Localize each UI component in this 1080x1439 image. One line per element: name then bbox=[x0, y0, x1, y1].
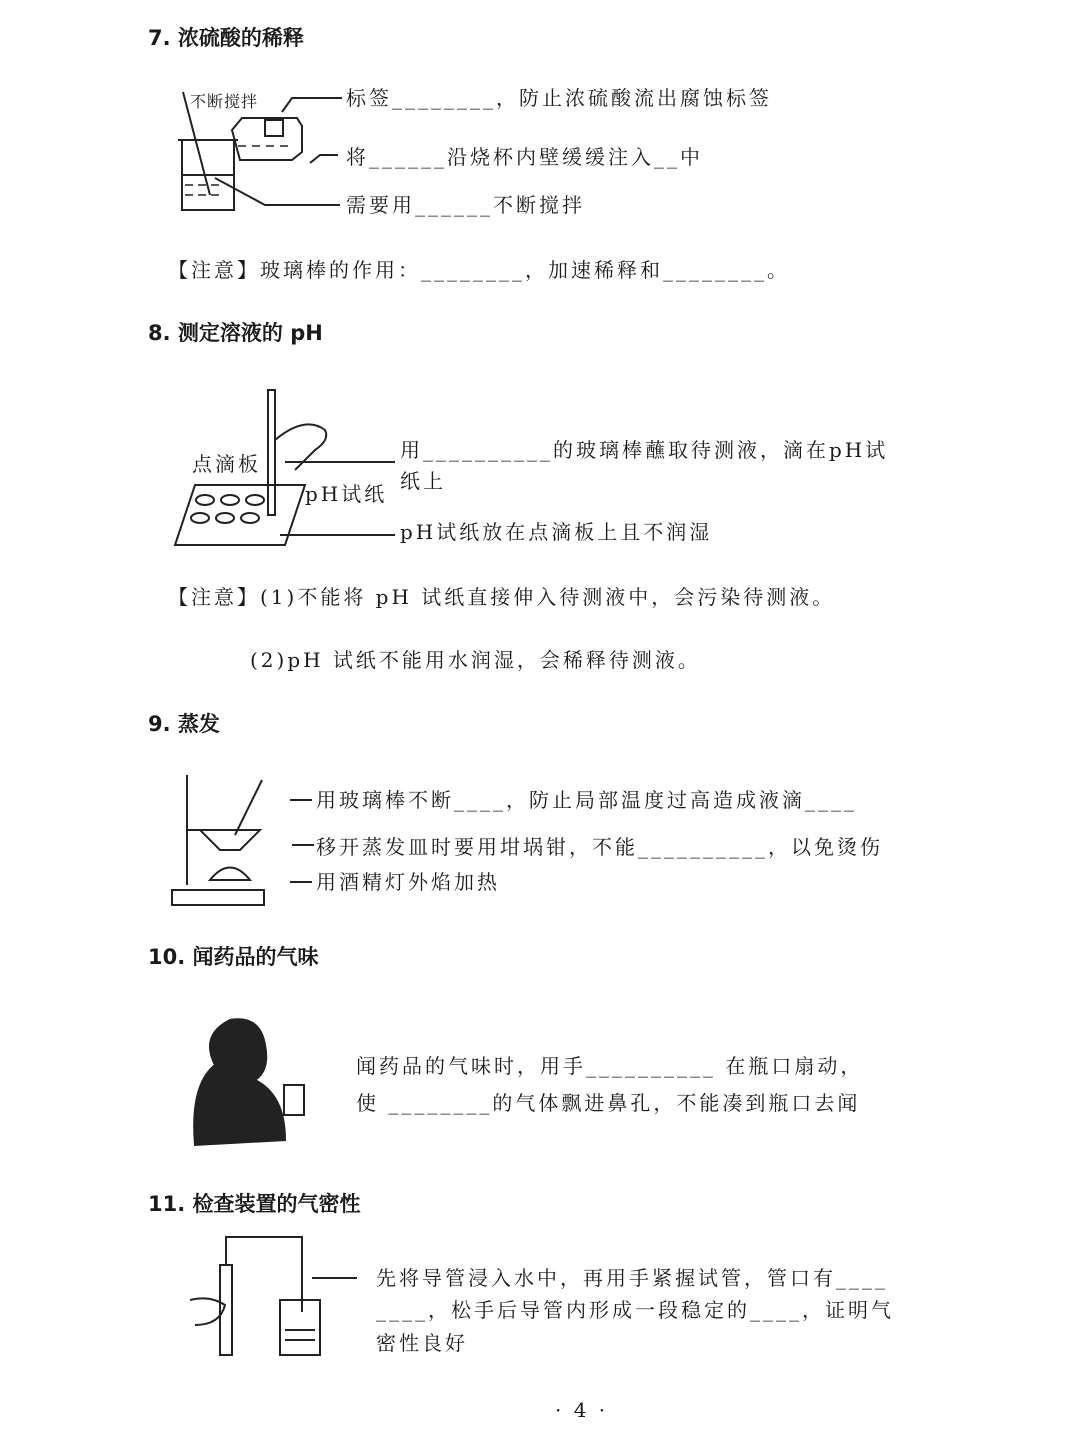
section-8-title: 8. 测定溶液的 pH bbox=[148, 321, 323, 345]
section-11-title: 11. 检查装置的气密性 bbox=[148, 1192, 361, 1216]
diagram-label: 点滴板 bbox=[192, 452, 261, 476]
evaporation-diagram bbox=[172, 775, 314, 905]
section-9-title: 9. 蒸发 bbox=[148, 712, 220, 736]
diagram-label: 不断搅拌 bbox=[190, 92, 259, 111]
page-number: · 4 · bbox=[555, 1398, 609, 1422]
fill-line: ____，松手后导管内形成一段稳定的____，证明气 bbox=[376, 1298, 894, 1322]
fill-line: 使 ________的气体飘进鼻孔，不能凑到瓶口去闻 bbox=[356, 1091, 861, 1115]
note: (2)pH 试纸不能用水润湿，会稀释待测液。 bbox=[250, 648, 701, 672]
fill-line: 需要用______不断搅拌 bbox=[346, 193, 585, 217]
airtightness-diagram bbox=[190, 1237, 357, 1355]
smelling-diagram bbox=[194, 1019, 304, 1145]
fill-line: 用酒精灯外焰加热 bbox=[316, 870, 500, 894]
fill-line: 标签________，防止浓硫酸流出腐蚀标签 bbox=[346, 86, 772, 110]
section-10-title: 10. 闻药品的气味 bbox=[148, 945, 319, 969]
fill-line: 纸上 bbox=[400, 469, 446, 493]
fill-line: 密性良好 bbox=[376, 1331, 468, 1355]
section-7-title: 7. 浓硫酸的稀释 bbox=[148, 26, 304, 50]
fill-line: 移开蒸发皿时要用坩埚钳，不能__________，以免烫伤 bbox=[316, 835, 883, 859]
note: 【注意】玻璃棒的作用：________，加速稀释和________。 bbox=[168, 258, 790, 282]
diagram-label: pH试纸 bbox=[305, 482, 388, 506]
fill-line: pH试纸放在点滴板上且不润湿 bbox=[400, 520, 713, 544]
fill-line: 用__________的玻璃棒蘸取待测液，滴在pH试 bbox=[400, 438, 889, 462]
fill-line: 将______沿烧杯内壁缓缓注入__中 bbox=[346, 145, 703, 169]
fill-line: 闻药品的气味时，用手__________ 在瓶口扇动， bbox=[356, 1054, 864, 1078]
fill-line: 先将导管浸入水中，再用手紧握试管，管口有____ bbox=[376, 1266, 888, 1290]
fill-line: 用玻璃棒不断____，防止局部温度过高造成液滴____ bbox=[316, 788, 857, 812]
note: 【注意】(1)不能将 pH 试纸直接伸入待测液中，会污染待测液。 bbox=[168, 585, 836, 609]
